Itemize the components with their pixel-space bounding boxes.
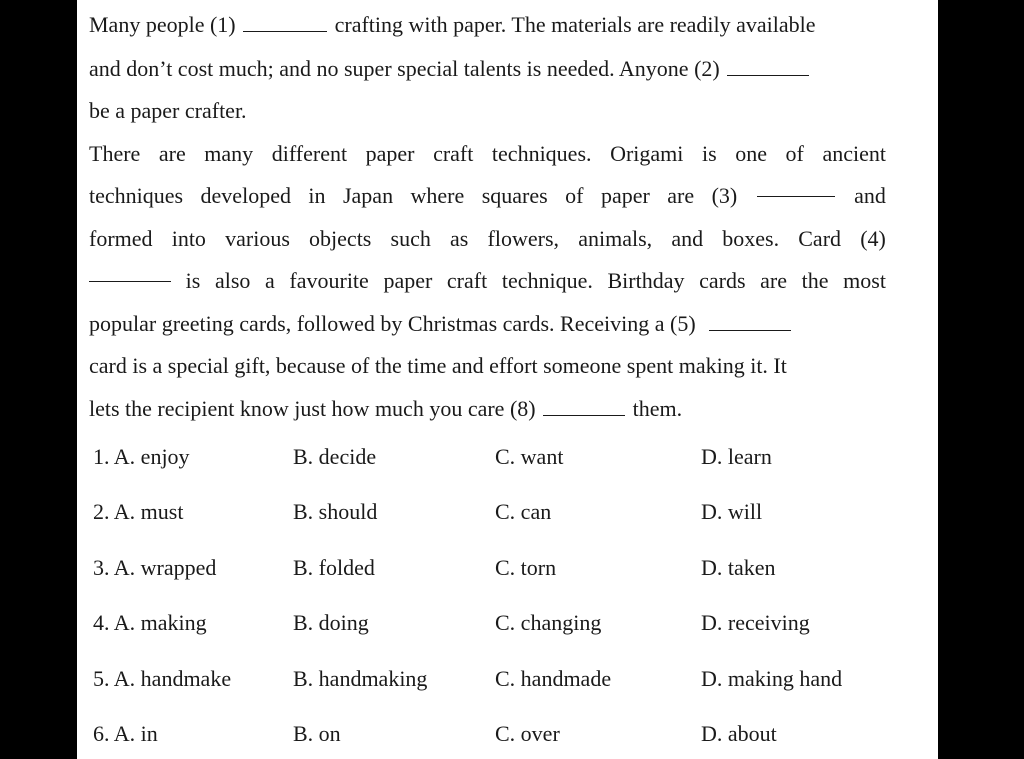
word: There	[89, 141, 141, 166]
option-a[interactable]: 3. A. wrapped	[93, 555, 217, 580]
word: developed	[200, 183, 291, 208]
word: flowers,	[487, 226, 560, 251]
word: (4)	[860, 226, 886, 251]
word: are	[760, 268, 788, 293]
option-a[interactable]: 4. A. making	[93, 610, 207, 635]
word: paper	[365, 141, 415, 166]
word: are	[667, 183, 695, 208]
question-row	[93, 719, 893, 749]
option-d[interactable]: D. making hand	[701, 666, 843, 691]
paragraph-2-line-7	[89, 394, 886, 424]
word: (3)	[711, 183, 738, 208]
option-d[interactable]: D. will	[701, 499, 763, 524]
word: and	[671, 226, 704, 251]
question-row	[93, 497, 893, 527]
word: favourite	[289, 268, 369, 293]
option-c[interactable]: C. handmade	[495, 666, 612, 691]
paragraph-2-line-6	[89, 351, 886, 381]
option-a[interactable]: 1. A. enjoy	[93, 444, 190, 469]
option-b[interactable]: B. handmaking	[293, 666, 428, 691]
paragraph-1-line-2	[89, 54, 886, 84]
word: are	[158, 141, 186, 166]
word: craft	[433, 141, 474, 166]
word: objects	[309, 226, 372, 251]
word: also	[214, 268, 251, 293]
word: and	[854, 183, 886, 208]
blank-3[interactable]	[757, 195, 835, 197]
word: where	[410, 183, 465, 208]
word: is	[701, 141, 717, 166]
option-a[interactable]: 5. A. handmake	[93, 666, 232, 691]
word: technique.	[501, 268, 593, 293]
blank-1[interactable]	[243, 30, 327, 32]
word: many	[204, 141, 254, 166]
question-row	[93, 442, 893, 472]
word: various	[225, 226, 290, 251]
option-c[interactable]: C. can	[495, 499, 552, 524]
word: Card	[798, 226, 842, 251]
word: paper	[383, 268, 433, 293]
paragraph-1-line-3	[89, 96, 886, 126]
question-row	[93, 608, 893, 638]
option-c[interactable]: C. torn	[495, 555, 557, 580]
word: a	[265, 268, 275, 293]
blank-2[interactable]	[727, 74, 809, 76]
option-d[interactable]: D. learn	[701, 444, 772, 469]
word: techniques	[89, 183, 184, 208]
text-segment: card is a special gift, because of the time and effort someone spent making it. It	[89, 353, 787, 378]
paragraph-2-line-5	[89, 309, 886, 339]
text-segment: them.	[632, 396, 683, 421]
option-c[interactable]: C. over	[495, 721, 560, 746]
word: ancient	[822, 141, 886, 166]
word: one	[735, 141, 767, 166]
word: as	[450, 226, 469, 251]
word: into	[171, 226, 206, 251]
option-c[interactable]: C. changing	[495, 610, 602, 635]
text-segment: crafting with paper. The materials are readily available	[334, 12, 816, 37]
word: is	[185, 268, 201, 293]
option-b[interactable]: B. decide	[293, 444, 377, 469]
option-d[interactable]: D. about	[701, 721, 777, 746]
option-b[interactable]: B. on	[293, 721, 341, 746]
word: craft	[446, 268, 488, 293]
word: Birthday	[607, 268, 685, 293]
word: formed	[89, 226, 153, 251]
option-d[interactable]: D. taken	[701, 555, 776, 580]
text-segment: popular greeting cards, followed by Christmas cards. Receiving a (5)	[89, 311, 696, 336]
option-b[interactable]: B. doing	[293, 610, 369, 635]
word: cards	[699, 268, 746, 293]
option-b[interactable]: B. should	[293, 499, 378, 524]
paragraph-2-line-4	[89, 266, 886, 296]
text-segment: be a paper crafter.	[89, 98, 247, 123]
blank-5[interactable]	[709, 329, 791, 331]
word: in	[308, 183, 326, 208]
word: boxes.	[722, 226, 780, 251]
worksheet-page	[77, 0, 938, 759]
word: of	[565, 183, 584, 208]
word: such	[390, 226, 431, 251]
question-row	[93, 664, 893, 694]
text-segment: lets the recipient know just how much you care (8)	[89, 396, 536, 421]
word: different	[271, 141, 348, 166]
blank-8[interactable]	[543, 414, 625, 416]
word: of	[785, 141, 804, 166]
paragraph-2-line-3	[89, 224, 886, 254]
option-a[interactable]: 2. A. must	[93, 499, 184, 524]
option-c[interactable]: C. want	[495, 444, 564, 469]
option-b[interactable]: B. folded	[293, 555, 375, 580]
word: Japan	[342, 183, 394, 208]
text-segment: and don’t cost much; and no super special talents is needed. Anyone (2)	[89, 56, 720, 81]
paragraph-2-line-2	[89, 181, 886, 211]
word: paper	[600, 183, 650, 208]
question-row	[93, 553, 893, 583]
option-d[interactable]: D. receiving	[701, 610, 810, 635]
word: the	[801, 268, 829, 293]
option-a[interactable]: 6. A. in	[93, 721, 158, 746]
blank-4[interactable]	[89, 280, 171, 282]
word: squares	[481, 183, 548, 208]
paragraph-2-line-1	[89, 139, 886, 169]
text-segment: Many people (1)	[89, 12, 236, 37]
word: Origami	[610, 141, 684, 166]
word: animals,	[578, 226, 653, 251]
word: most	[843, 268, 886, 293]
paragraph-1-line-1	[89, 10, 886, 40]
word: techniques.	[491, 141, 592, 166]
